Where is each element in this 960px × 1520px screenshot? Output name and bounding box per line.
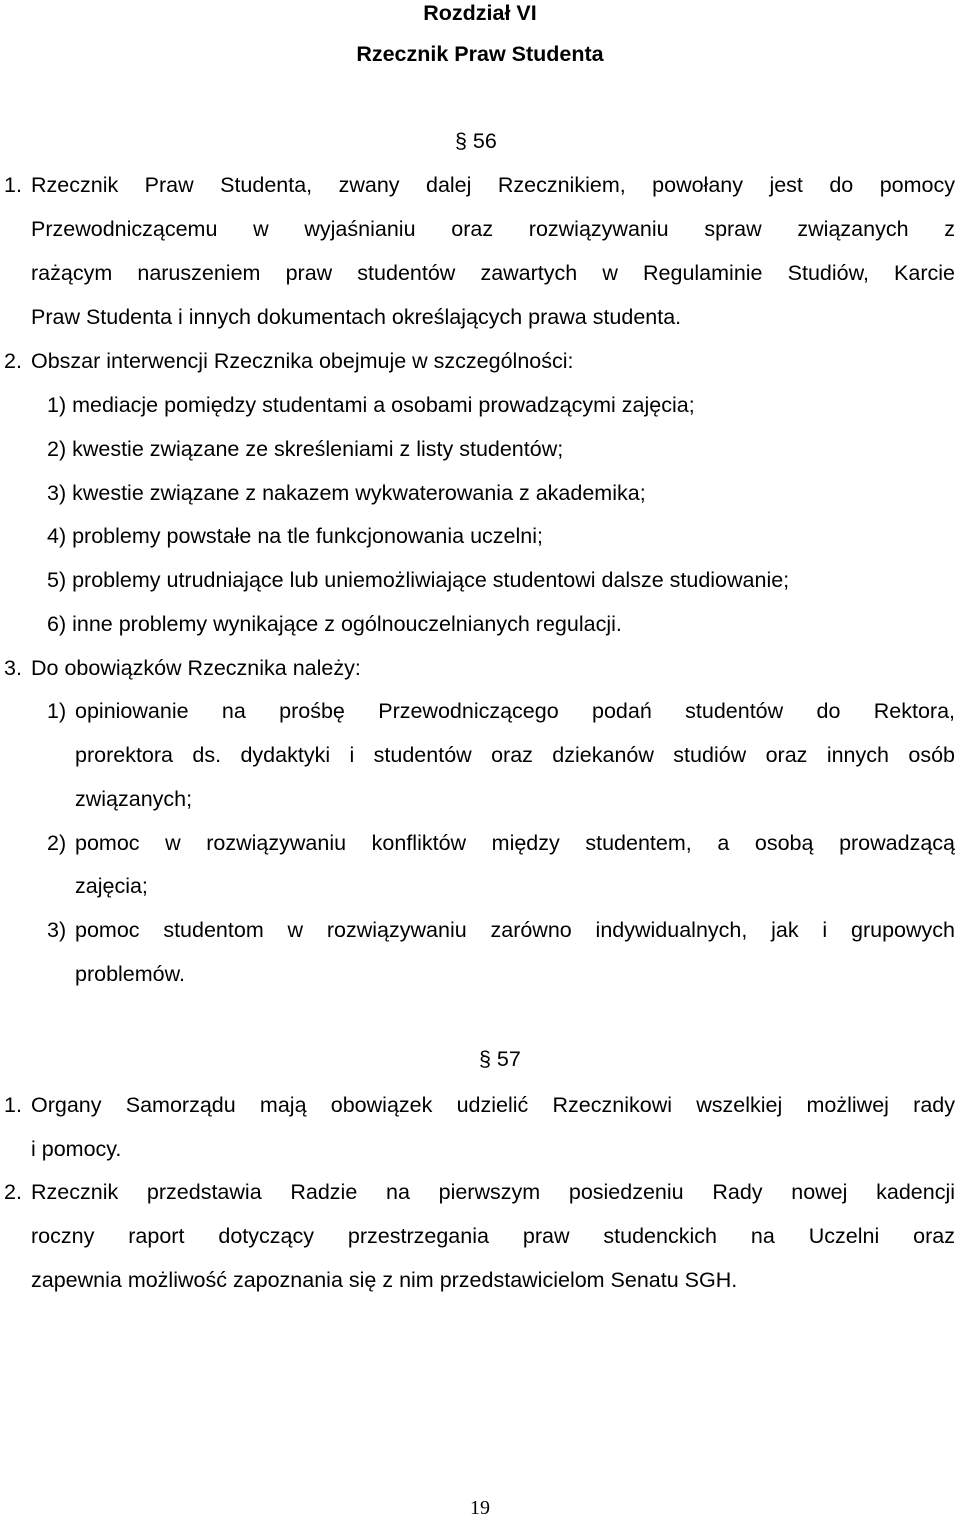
section-57-p1-line: Organy Samorządu mają obowiązek udzielić Rzecznikowi wszelkiej możliwej rady	[31, 1093, 955, 1117]
section-57-p2-line: roczny raport dotyczący przestrzegania praw studenckich na Uczelni oraz	[31, 1224, 955, 1248]
section-56-p3-item-line: prorektora ds. dydaktyki i studentów oraz dziekanów studiów oraz innych osób	[75, 743, 955, 767]
section-57-p1-number: 1.	[4, 1093, 22, 1117]
section-56-p2-number: 2.	[4, 349, 22, 373]
chapter-subtitle: Rzecznik Praw Studenta	[356, 42, 604, 66]
section-56-p1-line: Przewodniczącemu w wyjaśnianiu oraz rozwiązywaniu spraw związanych z	[31, 217, 955, 241]
section-56-p1-line: Rzecznik Praw Studenta, zwany dalej Rzecznikiem, powołany jest do pomocy	[31, 173, 955, 197]
section-56-p3-item-line: związanych;	[75, 787, 193, 811]
section-56-p3-item-line: problemów.	[75, 962, 185, 986]
section-56-heading: § 56	[455, 129, 497, 153]
section-56-p2-item: 4) problemy powstałe na tle funkcjonowania uczelni;	[47, 524, 543, 548]
section-56-p2-item: 5) problemy utrudniające lub uniemożliwiające studentowi dalsze studiowanie;	[47, 568, 790, 592]
section-56-p1-line: Praw Studenta i innych dokumentach określających prawa studenta.	[31, 305, 682, 329]
section-56-p1-line: rażącym naruszeniem praw studentów zawartych w Regulaminie Studiów, Karcie	[31, 261, 955, 285]
section-57-p2-number: 2.	[4, 1180, 22, 1204]
section-56-p3-item-number: 3)	[47, 918, 67, 942]
section-56-p2-item: 3) kwestie związane z nakazem wykwaterowania z akademika;	[47, 481, 646, 505]
section-56-p2-item: 2) kwestie związane ze skreśleniami z listy studentów;	[47, 437, 564, 461]
section-56-p3-item-number: 1)	[47, 699, 67, 723]
section-56-p1-number: 1.	[4, 173, 22, 197]
section-56-p3-item-line: pomoc w rozwiązywaniu konfliktów między studentem, a osobą prowadzącą	[75, 831, 955, 855]
page-number: 19	[470, 1497, 490, 1519]
section-56-p3-item-line: zajęcia;	[75, 874, 148, 898]
section-56-p2-item: 1) mediacje pomiędzy studentami a osobami prowadzącymi zajęcia;	[47, 393, 695, 417]
section-57-p2-line: zapewnia możliwość zapoznania się z nim przedstawicielom Senatu SGH.	[31, 1268, 738, 1292]
section-56-p3-number: 3.	[4, 656, 22, 680]
chapter-title: Rozdział VI	[423, 1, 537, 25]
section-56-p2-text: Obszar interwencji Rzecznika obejmuje w szczególności:	[31, 349, 574, 373]
section-56-p3-item-line: pomoc studentom w rozwiązywaniu zarówno indywidualnych, jak i grupowych	[75, 918, 955, 942]
section-56-p3-text: Do obowiązków Rzecznika należy:	[31, 656, 361, 680]
section-57-heading: § 57	[479, 1047, 521, 1071]
section-57-p1-line: i pomocy.	[31, 1137, 122, 1161]
section-56-p2-item: 6) inne problemy wynikające z ogólnouczelnianych regulacji.	[47, 612, 622, 636]
section-56-p3-item-line: opiniowanie na prośbę Przewodniczącego podań studentów do Rektora,	[75, 699, 955, 723]
section-57-p2-line: Rzecznik przedstawia Radzie na pierwszym posiedzeniu Rady nowej kadencji	[31, 1180, 955, 1204]
section-56-p3-item-number: 2)	[47, 831, 67, 855]
